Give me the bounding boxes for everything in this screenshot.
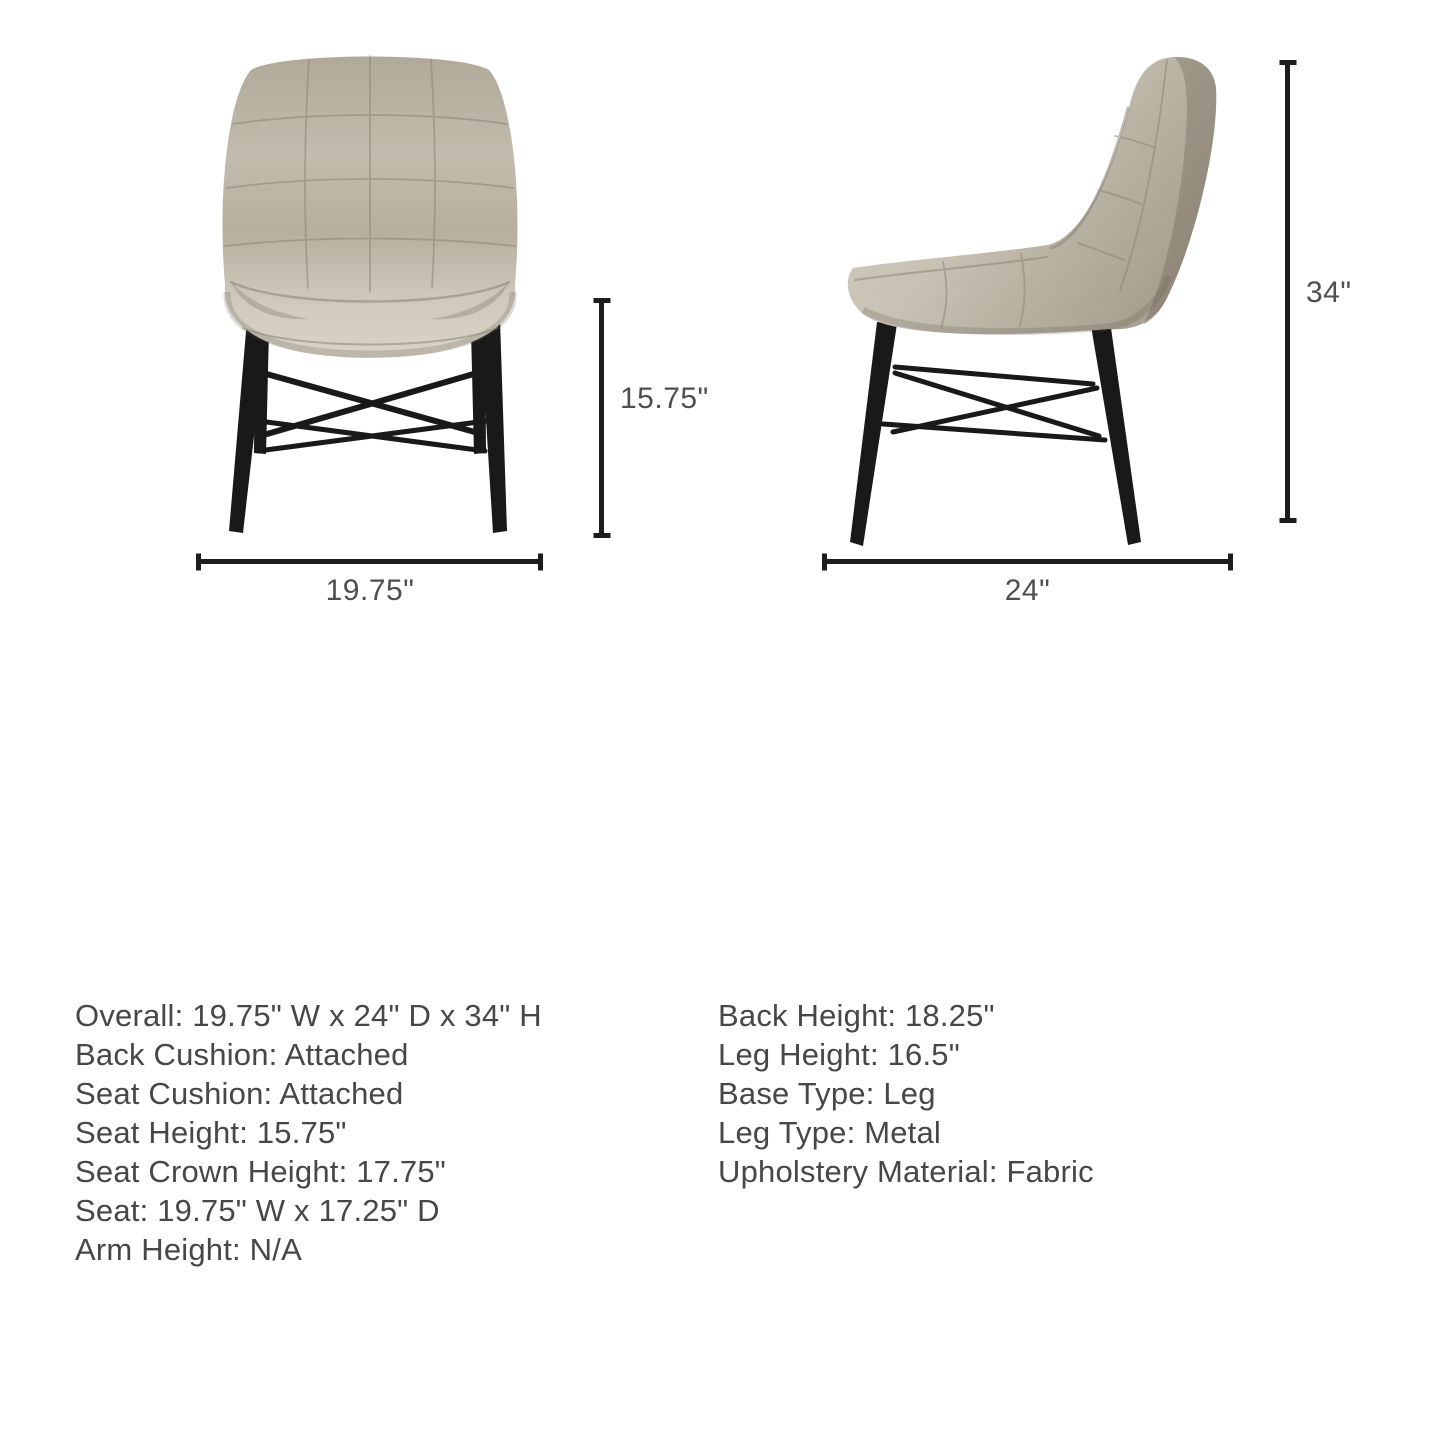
- chair-front-view-illustration: [185, 40, 555, 555]
- spec-back-height: Back Height: 18.25": [718, 998, 995, 1033]
- dimension-line-overall-width: [196, 559, 543, 564]
- spec-leg-height: Leg Height: 16.5": [718, 1037, 960, 1072]
- spec-seat-height: Seat Height: 15.75": [75, 1115, 347, 1150]
- dimension-label-overall-height: 34": [1306, 276, 1352, 309]
- spec-seat-cushion: Seat Cushion: Attached: [75, 1076, 404, 1111]
- dimension-line-overall-depth: [822, 559, 1233, 564]
- dimension-label-overall-depth: 24": [1004, 574, 1051, 607]
- spec-overall: Overall: 19.75" W x 24" D x 34" H: [75, 998, 542, 1033]
- chair-side-view-illustration: [815, 40, 1245, 560]
- spec-list-left: [75, 996, 542, 1269]
- chair-side-cross-braces: [883, 367, 1105, 440]
- spec-back-cushion: Back Cushion: Attached: [75, 1037, 409, 1072]
- spec-leg-type: Leg Type: Metal: [718, 1115, 942, 1150]
- dimension-line-seat-height: [599, 298, 604, 538]
- spec-base-type: Base Type: Leg: [718, 1076, 936, 1111]
- spec-arm-height: Arm Height: N/A: [75, 1232, 302, 1267]
- dimension-line-overall-height: [1285, 60, 1290, 523]
- spec-seat-size: Seat: 19.75" W x 17.25" D: [75, 1193, 440, 1228]
- dimension-label-overall-width: 19.75": [325, 574, 415, 607]
- chair-side-front-leg: [850, 322, 897, 546]
- spec-seat-crown-height: Seat Crown Height: 17.75": [75, 1154, 446, 1189]
- chair-front-cross-braces: [258, 373, 486, 451]
- dimension-label-seat-height: 15.75": [620, 382, 709, 415]
- spec-upholstery-material: Upholstery Material: Fabric: [718, 1154, 1094, 1189]
- spec-list-right: [718, 996, 1094, 1191]
